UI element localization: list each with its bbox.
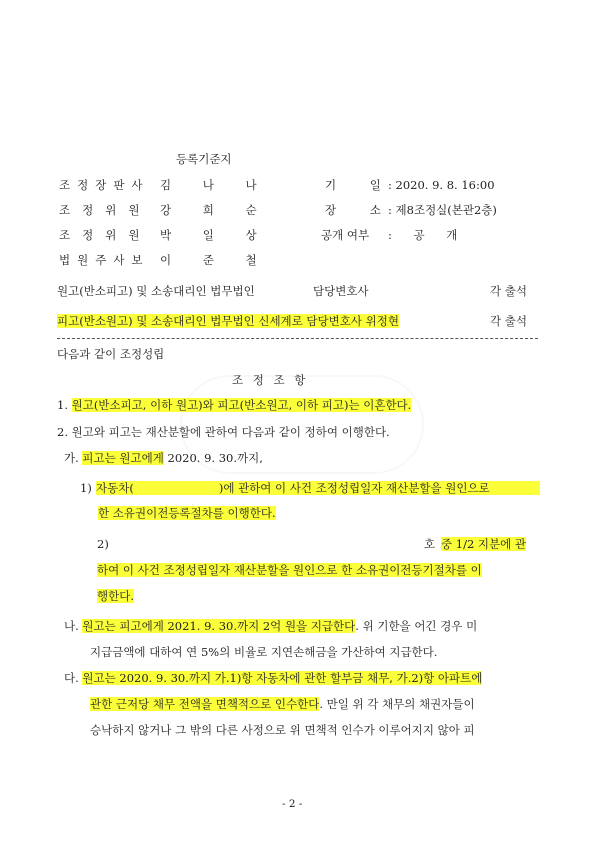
clerk-role: 법원주사보 (59, 253, 150, 267)
item-ga-rest: 2020. 9. 30.까지, (163, 451, 263, 465)
defendant-attendance: 각 출석 (490, 314, 527, 328)
item-da-line3: 승낙하지 않거나 그 밖의 다른 사정으로 위 면책적 인수가 이루어지지 않아 피 (90, 723, 475, 737)
item-ga-prefix: 가. (64, 451, 79, 465)
item-ga-highlight: 피고는 원고에게 (82, 451, 164, 465)
clause-1 (57, 398, 411, 412)
item-da-prefix: 다. (64, 671, 79, 685)
page-number: - 2 - (282, 798, 303, 810)
item-na-line2: 지급금액에 대하여 연 5%의 비율로 지연손해금을 가산하여 지급한다. (90, 645, 438, 659)
clerk-name: 이 준 철 (160, 253, 257, 267)
item-da (64, 671, 482, 685)
item-da-line2 (90, 697, 475, 711)
clause-2: 2. 원고와 피고는 재산분할에 관하여 다음과 같이 정하여 이행한다. (57, 425, 390, 439)
plaintiff-line: 원고(반소피고) 및 소송대리인 법무법인 (57, 284, 255, 298)
intro-text: 다음과 같이 조정성립 (57, 347, 165, 361)
item-ga (64, 451, 263, 465)
item-da-line2-highlight: 관한 근저당 채무 전액을 면책적으로 인수한다 (90, 697, 320, 711)
sub-2-ho: 호 (424, 537, 436, 551)
sub-1-number: 1) (80, 481, 92, 495)
mediator1-name: 강 희 순 (160, 203, 257, 217)
place-label: 장 소 (325, 203, 381, 217)
item-na (64, 619, 477, 633)
date-value: : 2020. 9. 8. 16:00 (388, 178, 495, 192)
item-na-prefix: 나. (64, 619, 79, 633)
date-label: 기 일 (325, 178, 381, 192)
judge-role: 조정장판사 (59, 178, 150, 192)
item-na-rest: . 위 기한을 어긴 경우 미 (355, 619, 478, 633)
sub-1-line2: 한 소유권이전등록절차를 이행한다. (98, 506, 276, 520)
clause-1-number: 1. (57, 398, 68, 412)
mediator2-role: 조정위원 (59, 228, 152, 242)
sub-2-line2: 하여 이 사건 조정성립일자 재산분할을 원인으로 한 소유권이전등기절차를 이 (97, 563, 482, 577)
place-value: : 제8조정실(본관2층) (388, 203, 497, 217)
sub-1-line1 (96, 481, 540, 495)
sub-1-text: )에 관하여 이 사건 조정성립일자 재산분할을 원인으로 (218, 481, 490, 495)
defendant-line: 피고(반소원고) 및 소송대리인 법무법인 신세계로 담당변호사 위정현 (57, 314, 399, 328)
sub-2-share: 중 1/2 지분에 관 (441, 537, 527, 551)
sub-2-line3: 행한다. (97, 589, 134, 603)
public-label: 공개 여부 (321, 228, 370, 242)
item-na-highlight: 원고는 피고에게 2021. 9. 30.까지 2억 원을 지급한다 (82, 619, 356, 633)
sub-2-number: 2) (97, 537, 109, 551)
mediator1-role: 조정위원 (59, 203, 152, 217)
stamp-label: 등록기준지 (176, 152, 232, 166)
mediator2-name: 박 일 상 (160, 228, 257, 242)
item-da-line2-rest: . 만일 위 각 채무의 채권자들이 (319, 697, 475, 711)
judge-name: 김 나 나 (160, 178, 257, 192)
plaintiff-counsel-label: 담당변호사 (313, 284, 369, 298)
clause-1-text: 원고(반소피고, 이하 원고)와 피고(반소원고, 이하 피고)는 이혼한다. (71, 398, 412, 412)
section-title: 조 정 조 항 (232, 373, 306, 387)
plaintiff-attendance: 각 출석 (490, 284, 527, 298)
item-da-highlight: 원고는 2020. 9. 30.까지 가.1)항 자동차에 관한 할부금 채무, 가.2)항 아파트에 (82, 671, 483, 685)
sub-1-vehicle: 자동차( (96, 481, 134, 495)
public-value: : 공 개 (388, 228, 458, 242)
divider (57, 338, 538, 339)
